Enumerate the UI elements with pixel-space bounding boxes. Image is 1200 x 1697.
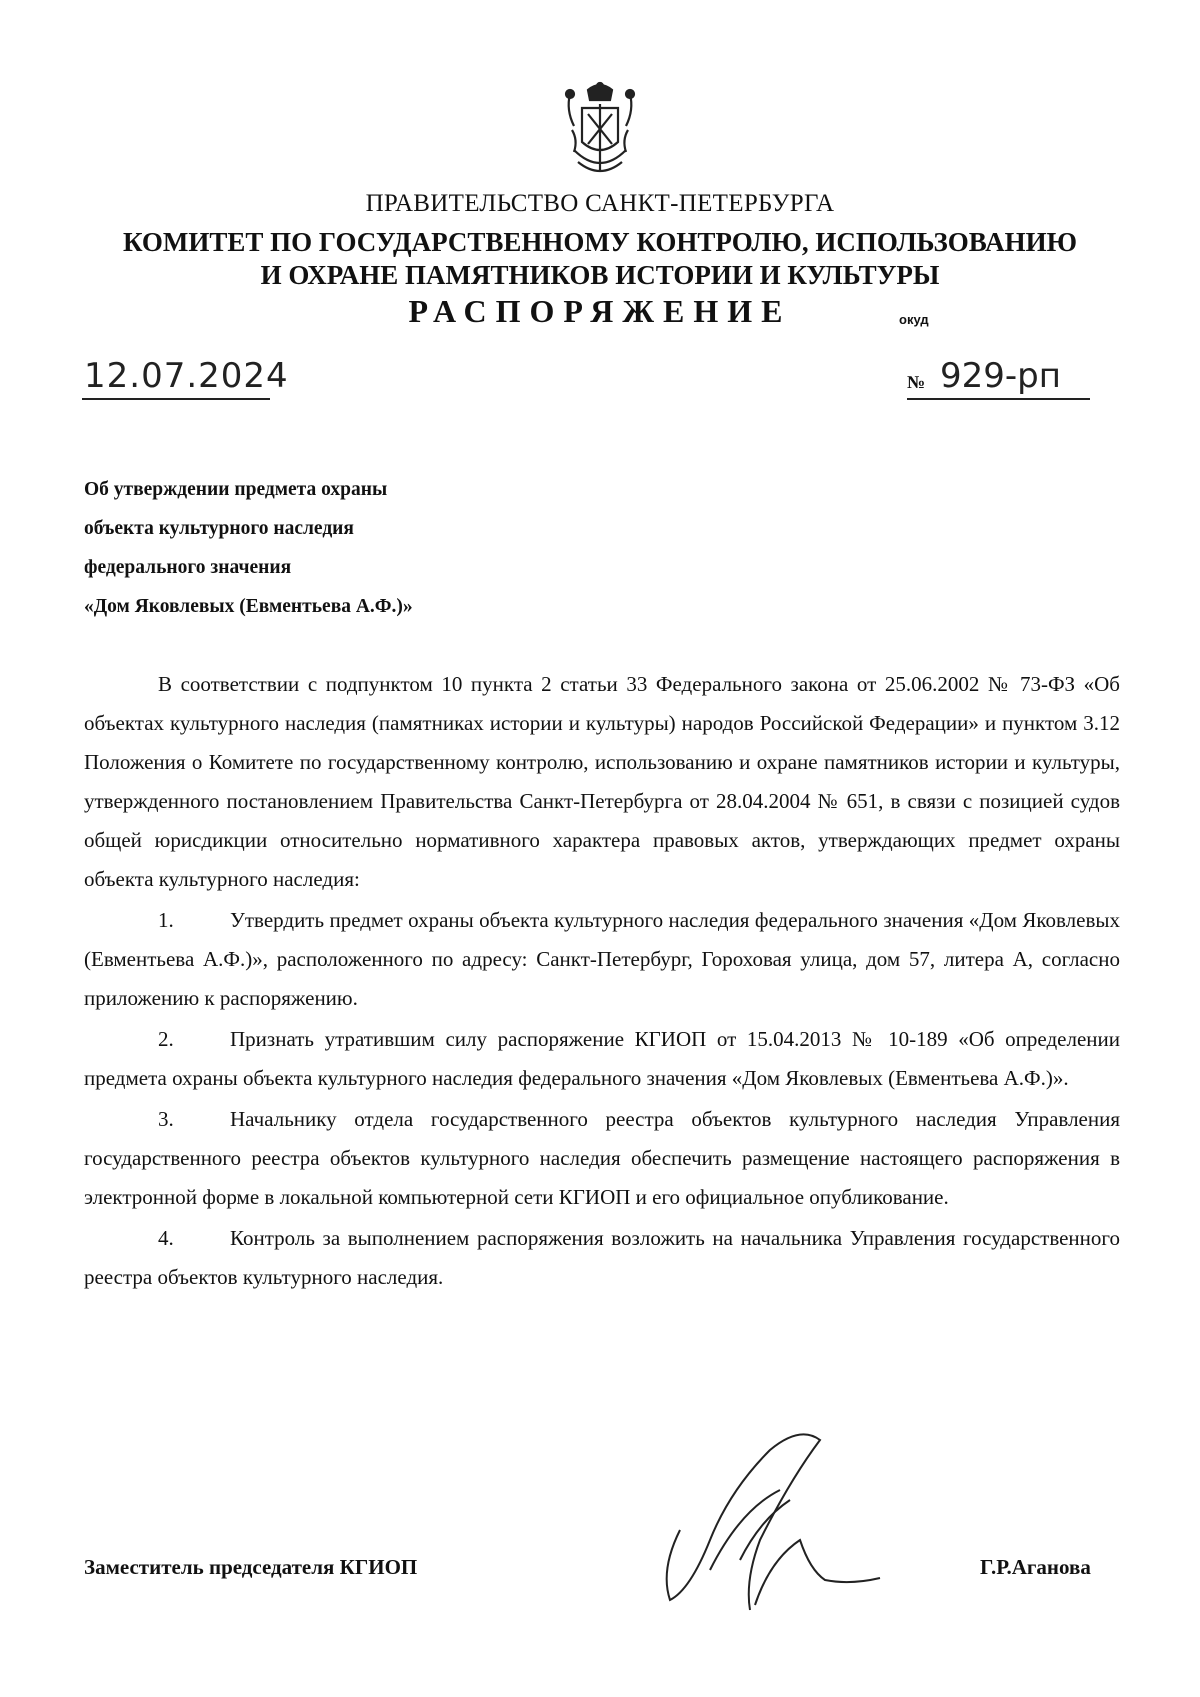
date-underline: [82, 398, 270, 400]
item-text: Признать утратившим силу распоряжение КГИОП от 15.04.2013 № 10-189 «Об определении предмета охраны объекта культурного наследия федерального значения «Дом Яковлевых (Евментьева А.Ф.)».: [84, 1027, 1120, 1090]
item-number: 4.: [158, 1226, 174, 1250]
item-text: Начальнику отдела государственного реестра объектов культурного наследия Управления государственного реестра объектов культурного наследия обеспечить размещение настоящего распоряжения в электронной форме в локальной компьютерной сети КГИОП и его официальное опубликование.: [84, 1107, 1120, 1209]
government-name: ПРАВИТЕЛЬСТВО САНКТ-ПЕТЕРБУРГА: [365, 190, 835, 217]
committee-line-2: И ОХРАНЕ ПАМЯТНИКОВ ИСТОРИИ И КУЛЬТУРЫ: [260, 260, 940, 290]
subject-line: объекта культурного наследия: [84, 518, 354, 539]
item-number: 2.: [158, 1027, 174, 1051]
item-number: 3.: [158, 1107, 174, 1131]
signatory-title: Заместитель председателя КГИОП: [84, 1555, 418, 1579]
preamble-paragraph: В соответствии с подпунктом 10 пункта 2 статьи 33 Федерального закона от 25.06.2002 № 73-ФЗ «Об объектах культурного наследия (памятниках истории и культуры) народов Российской Федерации» и пунктом 3.12 Положения о Комитете по государственному контролю, использованию и охране памятников истории и культуры, утвержденного постановлением Правительства Санкт-Петербурга от 28.04.2004 № 651, в связи с позицией судов общей юрисдикции относительно нормативного характера правовых актов, утверждающих предмет охраны объекта культурного наследия:: [84, 672, 1120, 891]
order-item: [84, 901, 1120, 1018]
coat-of-arms-icon: [560, 80, 640, 180]
number-sign: №: [907, 372, 926, 392]
number-underline: [907, 398, 1090, 400]
committee-line-1: КОМИТЕТ ПО ГОСУДАРСТВЕННОМУ КОНТРОЛЮ, ИСПОЛЬЗОВАНИЮ: [123, 227, 1077, 257]
order-item: [84, 1020, 1120, 1098]
subject-line: федерального значения: [84, 557, 292, 578]
document-number: 929-рп: [940, 356, 1061, 396]
document-date: 12.07.2024: [84, 356, 289, 396]
item-number: 1.: [158, 908, 174, 932]
committee-name: [0, 226, 1200, 292]
document-type: РАСПОРЯЖЕНИЕ: [408, 293, 792, 329]
okud-label: окуд: [899, 312, 929, 327]
subject-line: «Дом Яковлевых (Евментьева А.Ф.)»: [84, 596, 413, 617]
item-text: Контроль за выполнением распоряжения возложить на начальника Управления государственного реестра объектов культурного наследия.: [84, 1226, 1120, 1289]
item-text: Утвердить предмет охраны объекта культурного наследия федерального значения «Дом Яковлевых (Евментьева А.Ф.)», расположенного по адресу: Санкт-Петербург, Гороховая улица, дом 57, литера А, согласно приложению к распоряжению.: [84, 908, 1120, 1010]
handwritten-signature-icon: [650, 1420, 900, 1620]
subject-line: Об утверждении предмета охраны: [84, 479, 388, 500]
signatory-name: Г.Р.Аганова: [980, 1555, 1091, 1579]
order-item: [84, 1219, 1120, 1297]
order-item: [84, 1100, 1120, 1217]
document-body: [84, 665, 1120, 1297]
document-subject: [84, 470, 413, 626]
